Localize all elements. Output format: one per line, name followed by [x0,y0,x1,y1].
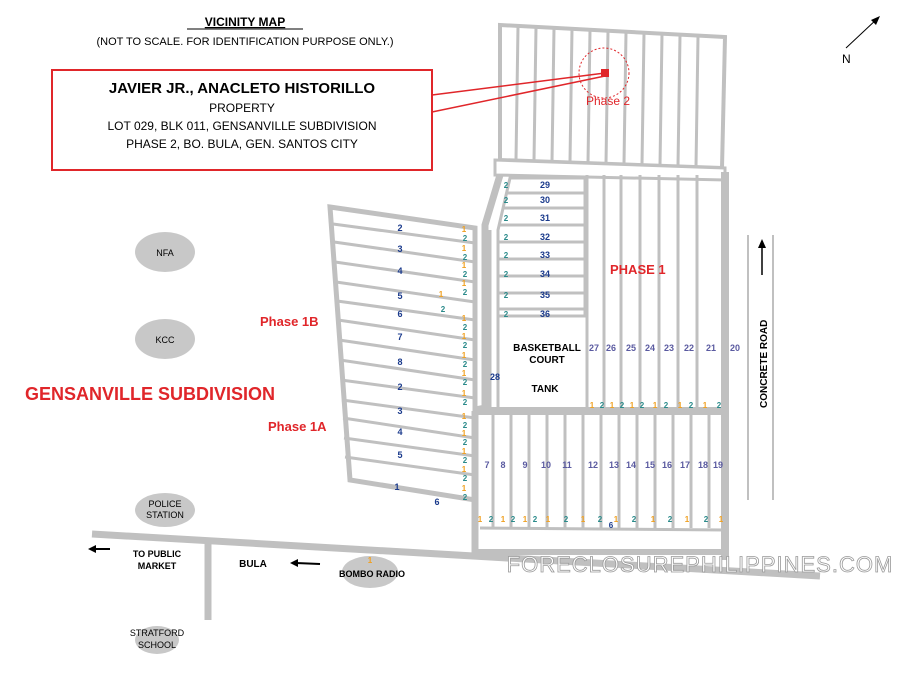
map-subtitle: (NOT TO SCALE. FOR IDENTIFICATION PURPOSE ONLY.) [96,36,394,48]
phase2-label: Phase 2 [586,94,631,108]
police-label: POLICE [148,499,182,509]
lot-number-1a: 1 [394,482,400,492]
lot-number-south: 16 [661,460,673,470]
lot-number-1a: 6 [434,497,440,507]
lot-number-south: 7 [484,460,490,470]
lot-marker-1: 1 [461,447,467,456]
court-label: COURT [529,355,565,366]
map-title: VICINITY MAP [204,15,286,29]
lot-marker-2: 2 [462,421,468,430]
lot-marker-1: 1 [461,412,467,421]
north-label: N [842,52,851,66]
lot-number-column: 23 [663,343,675,353]
lot-marker: 1 [650,515,656,524]
lot-marker: 2 [599,401,605,410]
south-block [475,411,725,555]
subdivision-label: GENSANVILLE SUBDIVISION [25,384,276,404]
lot-marker-2: 2 [462,341,468,350]
lot-marker: 1 [613,515,619,524]
lot-marker-1: 1 [461,261,467,270]
lot-marker: 1 [677,401,683,410]
basketball-label: BASKETBALL [513,343,581,354]
lot-marker-2: 2 [503,214,509,223]
lot-marker-1: 1 [461,465,467,474]
lot-number-south: 15 [644,460,656,470]
lot-marker: 2 [688,401,694,410]
bombo-radio-label: BOMBO RADIO [339,569,405,579]
lot-marker-2: 2 [462,288,468,297]
lot-marker: 2 [663,401,669,410]
lot-marker-2: 2 [462,398,468,407]
lot-marker: 2 [667,515,673,524]
lot-number-1b: 8 [397,357,403,367]
lot-marker-2: 2 [503,291,509,300]
tank-label: TANK [531,384,559,395]
lot-marker-2: 2 [503,196,509,205]
bula-label: BULA [239,559,267,570]
lot-marker-2: 2 [462,270,468,279]
lot-description: LOT 029, BLK 011, GENSANVILLE SUBDIVISION [107,119,377,133]
lot-marker-1: 1 [461,314,467,323]
lot-number-east: 31 [539,213,551,223]
lot-marker-2: 2 [440,305,446,314]
property-label: PROPERTY [209,101,275,115]
lot-marker: 1 [580,515,586,524]
lot-number-east: 32 [539,232,551,242]
lot-marker-2: 2 [503,233,509,242]
lot-number-1b: 4 [397,266,403,276]
lot-marker: 2 [703,515,709,524]
lot-marker-2: 2 [462,323,468,332]
lot-marker-2: 2 [462,493,468,502]
lot-number-column: 25 [625,343,637,353]
lot-marker-1: 1 [461,351,467,360]
lot-marker: 1 [684,515,690,524]
lot-number-1a: 2 [397,382,403,392]
lot-number-south: 11 [562,460,572,470]
lot-number-east: 35 [539,290,551,300]
lot-number-column: 22 [683,343,695,353]
lot-marker: 1 [609,401,615,410]
lot-marker: 1 [500,515,506,524]
lot-number-south: 13 [608,460,620,470]
lot-marker-2: 2 [462,378,468,387]
lot-marker-1: 1 [461,244,467,253]
lot-number-1a: 3 [397,406,403,416]
lot-marker-2: 2 [503,181,509,190]
lot-number-1b: 6 [397,309,403,319]
lot-marker-2: 2 [462,253,468,262]
lot-number-south: 12 [587,460,599,470]
market-label: MARKET [137,561,177,571]
lot-marker-2: 2 [503,270,509,279]
lot-marker: 1 [629,401,635,410]
lot-number-column: 20 [729,343,741,353]
lot-number-south: 8 [500,460,506,470]
lot-number-south: 10 [540,460,552,470]
lot-marker: 2 [619,401,625,410]
lot-marker-1: 1 [461,332,467,341]
lot-marker: 1 [545,515,551,524]
address-line: PHASE 2, BO. BULA, GEN. SANTOS CITY [126,137,358,151]
to-public-label: TO PUBLIC [132,549,182,559]
landmarks [132,232,398,654]
lot-marker-2: 2 [462,438,468,447]
lot-number-1a: 4 [397,427,403,437]
lot-number-1b: 3 [397,244,403,254]
phase1b-label: Phase 1B [260,314,319,329]
concrete-road-label: CONCRETE ROAD [759,319,770,408]
lot-number-column: 24 [644,343,656,353]
lot-marker-2: 2 [462,474,468,483]
lot-number-east: 29 [539,180,551,190]
lot-number-1b: 2 [397,223,403,233]
lot-marker: 1 [589,401,595,410]
lot-marker-2: 2 [503,251,509,260]
lot-number-south-bottom: 6 [608,521,614,530]
school-label: SCHOOL [137,640,177,650]
lot-marker-2: 2 [462,234,468,243]
lot-marker: 2 [597,515,603,524]
lot-marker: 2 [563,515,569,524]
phase1-label: PHASE 1 [610,262,666,277]
lot-marker-2: 2 [462,456,468,465]
station-label: STATION [146,510,184,520]
lot-number-east: 30 [539,195,551,205]
lot-marker-1: 1 [461,389,467,398]
lot-number-1a: 5 [397,450,403,460]
lot-number-east: 36 [539,309,551,319]
lot-marker: 1 [522,515,528,524]
lot-marker: 1 [702,401,708,410]
lot-marker: 1 [477,515,483,524]
lot-marker-1: 1 [461,369,467,378]
lot-marker-1: 1 [461,225,467,234]
lot-marker: 2 [639,401,645,410]
kcc-label: KCC [155,335,175,345]
lot-marker-1: 1 [367,556,373,565]
lot-marker: 1 [718,515,724,524]
lot-marker: 2 [532,515,538,524]
lot-marker: 2 [631,515,637,524]
lot-marker: 2 [488,515,494,524]
lot-number-south: 17 [679,460,691,470]
lot-number-1b: 7 [397,332,403,342]
lot-marker-1: 1 [438,290,444,299]
property-callout [52,48,629,170]
lot-number-south: 9 [522,460,528,470]
lot-number-column: 27 [588,343,600,353]
lot-number-south: 14 [625,460,637,470]
lot-marker-1: 1 [461,429,467,438]
lot-marker: 2 [510,515,516,524]
phase1a-label: Phase 1A [268,419,327,434]
lot-number-column: 26 [605,343,617,353]
watermark: FORECLOSUREPHILIPPINES.COM [506,552,894,577]
stratford-label: STRATFORD [129,628,185,638]
lot-marker: 2 [716,401,722,410]
nfa-label: NFA [156,248,174,258]
lot-number-south: 19 [712,460,724,470]
lot-number-28: 28 [489,372,501,382]
lot-number-east: 34 [539,269,551,279]
lot-marker-1: 1 [461,279,467,288]
owner-name: JAVIER JR., ANACLETO HISTORILLO [108,80,376,97]
lot-number-south: 18 [697,460,709,470]
lot-marker-1: 1 [461,484,467,493]
lot-number-column: 21 [705,343,717,353]
lot-marker-2: 2 [462,360,468,369]
lot-marker: 1 [652,401,658,410]
lot-number-east: 33 [539,250,551,260]
lot-marker-2: 2 [503,310,509,319]
lot-number-1b: 5 [397,291,403,301]
